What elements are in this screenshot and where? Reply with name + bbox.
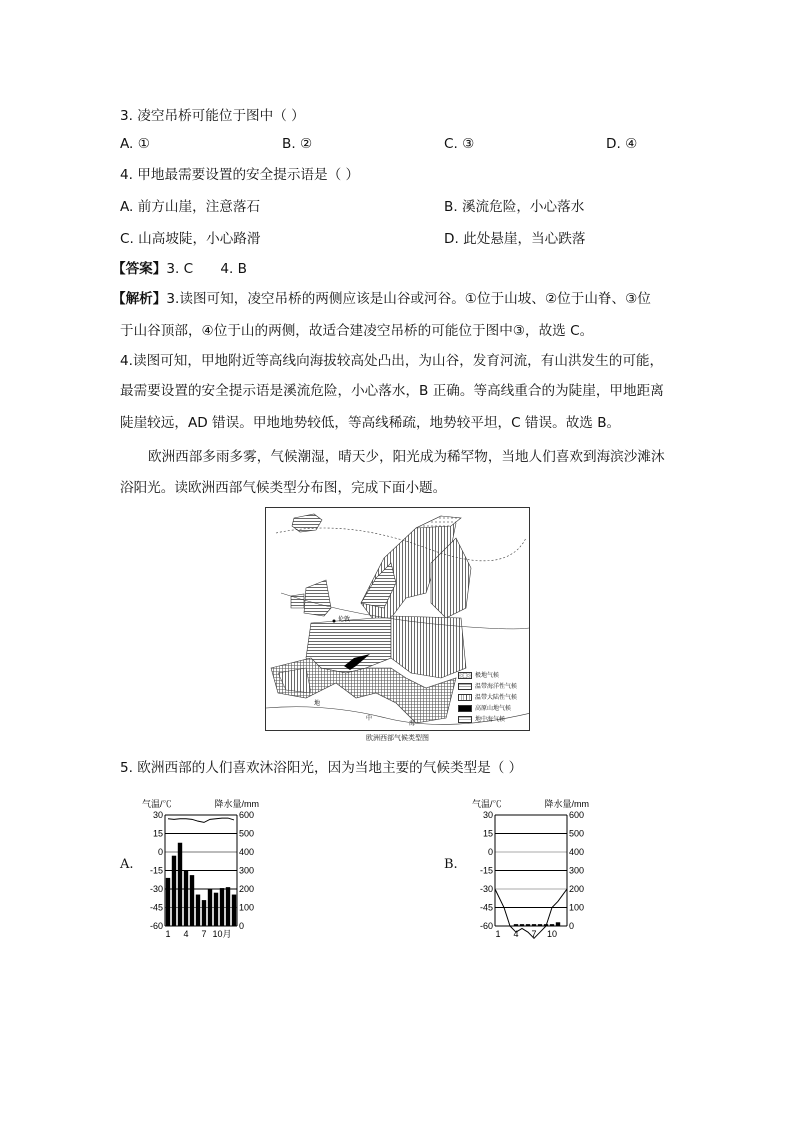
x-tick-label: 10 (546, 929, 558, 939)
y-axis-right-title: 降水量/mm (544, 799, 589, 809)
analysis-line-1 (112, 289, 651, 309)
precip-tick-label: 300 (239, 865, 255, 876)
temp-tick-label: -45 (479, 902, 493, 913)
analysis-line-5: 陡崖较远，AD 错误。甲地地势较低，等高线稀疏，地势较平坦，C 错误。故选 B。 (120, 415, 621, 431)
x-tick-label: 4 (513, 929, 519, 939)
analysis-tag: 【解析】 (112, 291, 167, 307)
temp-tick-label: 0 (157, 847, 163, 857)
intro-line-1: 欧洲西部多雨多雾，气候潮湿，晴天少，阳光成为稀罕物，当地人们喜欢到海滨沙滩沐 (148, 449, 665, 465)
temp-tick-label: 15 (152, 828, 163, 839)
temp-tick-label: -15 (149, 865, 163, 876)
analysis-line-3: 4.读图可知，甲地附近等高线向海拔较高处凸出，为山谷，发育河流，有山洪发生的可能， (120, 353, 664, 369)
precip-tick-label: 500 (239, 828, 255, 839)
q5-option-b[interactable]: B. (444, 857, 458, 872)
y-axis-left-title: 气温/℃ (472, 799, 502, 809)
q3-option-b[interactable]: B. ② (282, 136, 313, 152)
precip-tick-label: 600 (239, 810, 255, 820)
legend-label: 地中海气候 (475, 716, 506, 723)
temp-tick-label: -60 (479, 921, 493, 931)
legend-oceanic (458, 683, 517, 691)
x-tick-label: 10月 (212, 929, 232, 939)
precip-bar (196, 895, 200, 926)
analysis-line-2: 于山谷顶部，④位于山的两侧，故适合建凌空吊桥的可能位于图中③，故选 C。 (120, 323, 594, 339)
q3-option-c[interactable]: C. ③ (444, 136, 475, 152)
precip-tick-label: 0 (239, 921, 245, 931)
precip-bar (202, 900, 206, 926)
temp-tick-label: -15 (479, 865, 493, 876)
legend-label: 极地气候 (475, 672, 500, 679)
legend-highland (458, 705, 511, 713)
temp-tick-label: 15 (482, 828, 493, 839)
analysis-text: 3.读图可知，凌空吊桥的两侧应该是山谷或河谷。①位于山坡、②位于山脊、③位 (166, 291, 651, 307)
precip-bar (184, 871, 188, 927)
q3-stem: 3. 凌空吊桥可能位于图中（ ） (120, 108, 305, 124)
y-axis-left-title: 气温/℃ (142, 799, 172, 809)
sea-label-3: 海 (409, 721, 416, 727)
sea-label-1: 地 (314, 701, 321, 707)
precip-tick-label: 500 (569, 828, 585, 839)
q3-option-d[interactable]: D. ④ (606, 136, 638, 152)
legend-label: 温带大陆性气候 (475, 694, 518, 701)
q4-option-d[interactable]: D. 此处悬崖，当心跌落 (444, 231, 586, 247)
sea-label-2: 中 (366, 716, 373, 722)
precip-bar (514, 924, 518, 926)
q4-stem: 4. 甲地最需要设置的安全提示语是（ ） (120, 167, 360, 183)
precip-bar (220, 888, 224, 926)
analysis-line-4: 最需要设置的安全提示语是溪流危险，小心落水，B 正确。等高线重合的为陡崖，甲地距离 (120, 383, 664, 399)
precip-tick-label: 600 (569, 810, 585, 820)
temp-tick-label: 30 (152, 810, 163, 820)
precip-bar (550, 924, 554, 926)
q5-option-a[interactable]: A. (120, 857, 134, 872)
precip-bar (172, 856, 176, 926)
temp-tick-label: 0 (487, 847, 493, 857)
map-caption: 欧洲西部气候类型图 (366, 734, 429, 742)
temp-tick-label: -60 (149, 921, 163, 931)
climate-chart-a[interactable] (140, 795, 270, 945)
legend-continental (458, 694, 517, 702)
precip-bar (526, 924, 530, 926)
precip-tick-label: 200 (569, 884, 585, 894)
precip-bar (214, 893, 218, 926)
precip-tick-label: 200 (239, 884, 255, 894)
precip-bar (520, 924, 524, 926)
temp-tick-label: -45 (149, 902, 163, 913)
precip-bar (232, 895, 236, 926)
x-tick-label: 1 (495, 929, 501, 939)
precip-bar (226, 887, 230, 926)
precip-tick-label: 0 (569, 921, 575, 931)
precip-tick-label: 400 (569, 847, 585, 857)
precip-bar (556, 922, 560, 926)
q4-option-a[interactable]: A. 前方山崖，注意落石 (120, 199, 261, 215)
answer-line (112, 259, 247, 279)
legend-polar (458, 672, 499, 680)
q4-option-b[interactable]: B. 溪流危险，小心落水 (444, 199, 585, 215)
q4-option-c[interactable]: C. 山高坡陡，小心路滑 (120, 231, 261, 247)
legend-mediterranean (458, 716, 505, 724)
temp-tick-label: -30 (479, 884, 493, 894)
x-tick-label: 4 (183, 929, 189, 939)
precip-bar (208, 889, 212, 926)
answer-text: 3. C 4. B (166, 261, 247, 277)
precip-tick-label: 300 (569, 865, 585, 876)
precip-bar (166, 878, 170, 926)
temperature-line (168, 818, 234, 822)
q3-option-a[interactable]: A. ① (120, 136, 150, 152)
precip-bar (532, 924, 536, 926)
legend-label: 高原山地气候 (475, 705, 512, 712)
x-tick-label: 7 (201, 929, 207, 939)
temp-tick-label: -30 (149, 884, 163, 894)
precip-bar (190, 875, 194, 926)
city-label-london: 伦敦 (338, 617, 351, 623)
x-tick-label: 7 (531, 929, 537, 939)
intro-line-2: 浴阳光。读欧洲西部气候类型分布图，完成下面小题。 (120, 480, 447, 496)
precip-tick-label: 100 (239, 902, 255, 913)
temp-tick-label: 30 (482, 810, 493, 820)
q5-stem: 5. 欧洲西部的人们喜欢沐浴阳光，因为当地主要的气候类型是（ ） (120, 760, 523, 776)
x-tick-label: 1 (165, 929, 171, 939)
answer-tag: 【答案】 (112, 261, 167, 277)
precip-tick-label: 400 (239, 847, 255, 857)
y-axis-right-title: 降水量/mm (214, 799, 259, 809)
climate-chart-b[interactable] (470, 795, 605, 945)
precip-bar (538, 924, 542, 926)
precip-tick-label: 100 (569, 902, 585, 913)
precip-bar (178, 843, 182, 926)
legend-label: 温带海洋性气候 (475, 683, 518, 690)
